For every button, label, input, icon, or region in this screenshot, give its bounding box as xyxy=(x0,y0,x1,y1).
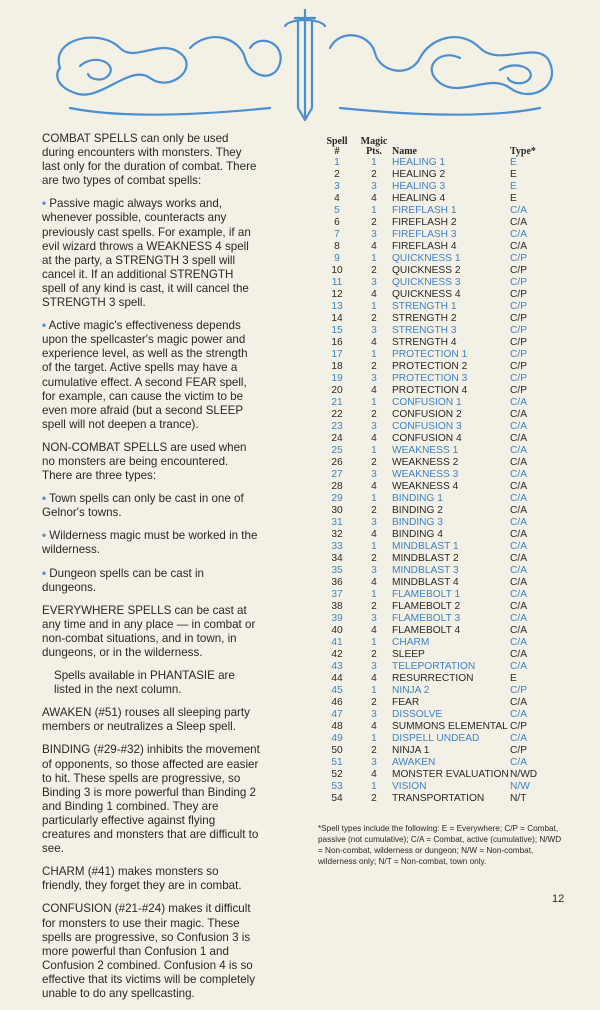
spell-type: C/P xyxy=(510,253,527,264)
spell-name: FIREFLASH 2 xyxy=(392,217,457,228)
spell-type: C/P xyxy=(510,373,527,384)
spell-number: 41 xyxy=(331,637,343,648)
spell-name: WEAKNESS 3 xyxy=(392,469,459,480)
table-row xyxy=(318,457,560,469)
spell-type: E xyxy=(510,673,517,684)
town-paragraph: • Town spells can only be cast in one of Gelnor's towns. xyxy=(42,492,244,520)
table-row xyxy=(318,589,560,601)
table-row xyxy=(318,361,560,373)
magic-points: 1 xyxy=(371,349,377,360)
spell-name: TRANSPORTATION xyxy=(392,793,485,804)
spell-type: C/A xyxy=(510,397,527,408)
table-row xyxy=(318,637,560,649)
table-row xyxy=(318,469,560,481)
spell-number: 47 xyxy=(331,709,343,720)
spell-type: C/A xyxy=(510,553,527,564)
page-number: 12 xyxy=(552,893,565,905)
spell-name: NINJA 1 xyxy=(392,745,430,756)
spell-type: C/A xyxy=(510,445,527,456)
spell-name: HEALING 4 xyxy=(392,193,446,204)
spell-number-header: Spell # xyxy=(326,136,348,157)
magic-points: 1 xyxy=(371,733,377,744)
spell-number: 12 xyxy=(331,289,343,300)
spell-name: SUMMONS ELEMENTAL xyxy=(392,721,508,732)
spell-number: 44 xyxy=(331,673,343,684)
spell-name: FLAMEBOLT 1 xyxy=(392,589,461,600)
spell-name: FIREFLASH 4 xyxy=(392,241,457,252)
spell-type: C/A xyxy=(510,541,527,552)
spell-type: C/P xyxy=(510,685,527,696)
magic-points: 4 xyxy=(371,241,377,252)
magic-points: 3 xyxy=(371,613,377,624)
magic-points: 3 xyxy=(371,565,377,576)
magic-points: 4 xyxy=(371,289,377,300)
spell-number: 48 xyxy=(331,721,343,732)
magic-points: 4 xyxy=(371,673,377,684)
table-row xyxy=(318,577,560,589)
bullet-icon: • xyxy=(42,492,47,506)
magic-points: 3 xyxy=(371,757,377,768)
magic-points-header: Magic Pts. xyxy=(360,136,388,157)
table-row xyxy=(318,445,560,457)
table-row xyxy=(318,613,560,625)
magic-points: 4 xyxy=(371,529,377,540)
wilderness-paragraph: • Wilderness magic must be worked in the wilderness. xyxy=(42,529,258,557)
table-row xyxy=(318,397,560,409)
footnote: *Spell types include the following: E = Everywhere; C/P = Combat, passive (not cumulative); C/A = Combat, active (cumulative); N/WD = Non-combat, wilderness or dungeon; N/W = Non-combat, wilderness only; N/T = Non-combat, town only. xyxy=(318,824,562,866)
magic-points: 2 xyxy=(371,217,377,228)
available-paragraph: Spells available in PHANTASIE are listed in the next column. xyxy=(54,669,235,697)
magic-points: 3 xyxy=(371,229,377,240)
spell-number: 30 xyxy=(331,505,343,516)
magic-points: 2 xyxy=(371,409,377,420)
spell-number: 43 xyxy=(331,661,343,672)
magic-points: 4 xyxy=(371,577,377,588)
spell-type: C/A xyxy=(510,409,527,420)
spell-type: C/A xyxy=(510,661,527,672)
magic-points: 2 xyxy=(371,793,377,804)
magic-points: 4 xyxy=(371,625,377,636)
spell-type: C/A xyxy=(510,601,527,612)
table-row xyxy=(318,193,560,205)
spell-type: C/P xyxy=(510,325,527,336)
magic-points: 1 xyxy=(371,205,377,216)
magic-points: 2 xyxy=(371,601,377,612)
table-row xyxy=(318,421,560,433)
spell-type: C/P xyxy=(510,277,527,288)
celtic-knot-sword-banner xyxy=(40,8,570,124)
spell-type: C/A xyxy=(510,709,527,720)
spell-name: STRENGTH 1 xyxy=(392,301,457,312)
spell-type: C/P xyxy=(510,313,527,324)
noncombat-paragraph: NON-COMBAT SPELLS are used when no monsters are being encountered. There are three types: xyxy=(42,440,247,483)
table-row xyxy=(318,517,560,529)
magic-points: 2 xyxy=(371,649,377,660)
spell-number: 42 xyxy=(331,649,343,660)
spell-name: VISION xyxy=(392,781,427,792)
spell-number: 3 xyxy=(334,181,340,192)
bullet-icon: • xyxy=(42,529,47,543)
spell-number: 31 xyxy=(331,517,343,528)
table-row xyxy=(318,481,560,493)
spell-name: FLAMEBOLT 2 xyxy=(392,601,461,612)
spell-type: C/A xyxy=(510,241,527,252)
magic-points: 3 xyxy=(371,325,377,336)
spell-type: C/P xyxy=(510,289,527,300)
magic-points: 2 xyxy=(371,313,377,324)
magic-points: 3 xyxy=(371,517,377,528)
spell-type: C/P xyxy=(510,721,527,732)
spell-number: 45 xyxy=(331,685,343,696)
spell-type: C/A xyxy=(510,529,527,540)
table-row xyxy=(318,409,560,421)
magic-points: 3 xyxy=(371,469,377,480)
spell-number: 40 xyxy=(331,625,343,636)
table-row xyxy=(318,157,560,169)
spell-name: CONFUSION 3 xyxy=(392,421,462,432)
awaken-paragraph: AWAKEN (#51) rouses all sleeping party members or neutralizes a Sleep spell. xyxy=(42,706,250,734)
magic-points: 2 xyxy=(371,553,377,564)
magic-points: 1 xyxy=(371,301,377,312)
spell-number: 51 xyxy=(331,757,343,768)
magic-points: 3 xyxy=(371,421,377,432)
spell-name: BINDING 2 xyxy=(392,505,443,516)
spell-number: 26 xyxy=(331,457,343,468)
spell-number: 8 xyxy=(334,241,340,252)
spell-type: N/W xyxy=(510,781,530,792)
spell-name: PROTECTION 2 xyxy=(392,361,468,372)
name-header: Name xyxy=(392,146,417,157)
table-row xyxy=(318,781,560,793)
spell-name: SLEEP xyxy=(392,649,425,660)
spell-name: WEAKNESS 4 xyxy=(392,481,459,492)
magic-points: 2 xyxy=(371,505,377,516)
spell-type: C/A xyxy=(510,205,527,216)
spell-table-header xyxy=(318,137,560,157)
spell-number: 34 xyxy=(331,553,343,564)
table-row xyxy=(318,241,560,253)
table-row xyxy=(318,373,560,385)
bullet-icon: • xyxy=(42,197,47,211)
spell-table-body xyxy=(318,157,560,805)
spell-number: 32 xyxy=(331,529,343,540)
spell-table xyxy=(318,137,560,805)
table-row xyxy=(318,697,560,709)
spell-type: C/A xyxy=(510,637,527,648)
magic-points: 1 xyxy=(371,781,377,792)
table-row xyxy=(318,745,560,757)
spell-type: E xyxy=(510,157,517,168)
spell-type: C/A xyxy=(510,577,527,588)
magic-points: 1 xyxy=(371,541,377,552)
binding-paragraph: BINDING (#29-#32) inhibits the movement of opponents, so those affected are easier to hit. These spells are progressive, so Binding 3 is more powerful than Binding 2 and Binding 1 combined. They are particularly effective against flying creatures and monsters that are difficult to see. xyxy=(42,743,260,856)
table-row xyxy=(318,793,560,805)
spell-name: CONFUSION 2 xyxy=(392,409,462,420)
spell-type: C/A xyxy=(510,217,527,228)
spell-number: 39 xyxy=(331,613,343,624)
spell-name: CHARM xyxy=(392,637,430,648)
spell-number: 18 xyxy=(331,361,343,372)
table-row xyxy=(318,721,560,733)
magic-points: 2 xyxy=(371,745,377,756)
spell-name: TELEPORTATION xyxy=(392,661,476,672)
spell-type: E xyxy=(510,181,517,192)
table-row xyxy=(318,265,560,277)
spell-type: C/A xyxy=(510,697,527,708)
spell-name: DISSOLVE xyxy=(392,709,443,720)
spell-type: C/A xyxy=(510,613,527,624)
magic-points: 2 xyxy=(371,457,377,468)
table-row xyxy=(318,565,560,577)
spell-number: 35 xyxy=(331,565,343,576)
spell-name: FLAMEBOLT 4 xyxy=(392,625,461,636)
spell-number: 29 xyxy=(331,493,343,504)
magic-points: 1 xyxy=(371,445,377,456)
spell-type: C/P xyxy=(510,301,527,312)
spell-number: 49 xyxy=(331,733,343,744)
spell-number: 37 xyxy=(331,589,343,600)
table-row xyxy=(318,685,560,697)
spell-number: 1 xyxy=(334,157,340,168)
spell-number: 38 xyxy=(331,601,343,612)
table-row xyxy=(318,493,560,505)
table-row xyxy=(318,169,560,181)
magic-points: 4 xyxy=(371,769,377,780)
magic-points: 1 xyxy=(371,397,377,408)
spell-number: 2 xyxy=(334,169,340,180)
active-paragraph: • Active magic's effectiveness depends upon the spellcaster's magic power and experience level, as well as the strength of the target. Active spells may have a cumulative effect. A second FEAR spell, for example, can cause the victim to be even more afraid (but a second SLEEP spell will not deepen a trance). xyxy=(42,319,248,431)
spell-number: 23 xyxy=(331,421,343,432)
magic-points: 3 xyxy=(371,709,377,720)
spell-number: 22 xyxy=(331,409,343,420)
spell-name: FLAMEBOLT 3 xyxy=(392,613,461,624)
magic-points: 1 xyxy=(371,253,377,264)
combat-spells-paragraph: COMBAT SPELLS can only be used during encounters with monsters. They last only for the duration of combat. There are two types of combat spells: xyxy=(42,132,257,188)
spell-name: WEAKNESS 2 xyxy=(392,457,459,468)
spell-number: 50 xyxy=(331,745,343,756)
table-row xyxy=(318,181,560,193)
spell-name: PROTECTION 3 xyxy=(392,373,468,384)
spell-number: 13 xyxy=(331,301,343,312)
spell-number: 20 xyxy=(331,385,343,396)
spell-number: 11 xyxy=(331,277,343,288)
table-row xyxy=(318,349,560,361)
magic-points: 4 xyxy=(371,721,377,732)
table-row xyxy=(318,769,560,781)
spell-number: 28 xyxy=(331,481,343,492)
magic-points: 2 xyxy=(371,361,377,372)
magic-points: 4 xyxy=(371,337,377,348)
magic-points: 1 xyxy=(371,685,377,696)
spell-name: MINDBLAST 3 xyxy=(392,565,459,576)
spell-number: 14 xyxy=(331,313,343,324)
spell-type: E xyxy=(510,169,517,180)
table-row xyxy=(318,313,560,325)
table-row xyxy=(318,217,560,229)
spell-type: C/A xyxy=(510,493,527,504)
table-row xyxy=(318,757,560,769)
magic-points: 4 xyxy=(371,385,377,396)
spell-name: BINDING 3 xyxy=(392,517,443,528)
spell-number: 5 xyxy=(334,205,340,216)
spell-type: C/P xyxy=(510,265,527,276)
table-row xyxy=(318,289,560,301)
spell-number: 4 xyxy=(334,193,340,204)
spell-type: C/P xyxy=(510,385,527,396)
spell-number: 16 xyxy=(331,337,343,348)
spell-number: 6 xyxy=(334,217,340,228)
spell-type: C/A xyxy=(510,565,527,576)
spell-name: AWAKEN xyxy=(392,757,436,768)
spell-name: HEALING 1 xyxy=(392,157,446,168)
spell-name: QUICKNESS 1 xyxy=(392,253,461,264)
spell-number: 19 xyxy=(331,373,343,384)
spell-type: C/A xyxy=(510,229,527,240)
spell-name: BINDING 1 xyxy=(392,493,443,504)
spell-name: BINDING 4 xyxy=(392,529,443,540)
spell-type: C/A xyxy=(510,421,527,432)
magic-points: 2 xyxy=(371,265,377,276)
spell-number: 54 xyxy=(331,793,343,804)
table-row xyxy=(318,661,560,673)
spell-number: 27 xyxy=(331,469,343,480)
magic-points: 3 xyxy=(371,181,377,192)
spell-type: C/A xyxy=(510,481,527,492)
spell-name: NINJA 2 xyxy=(392,685,430,696)
table-row xyxy=(318,205,560,217)
magic-points: 3 xyxy=(371,277,377,288)
spell-number: 46 xyxy=(331,697,343,708)
spell-number: 15 xyxy=(331,325,343,336)
spell-name: QUICKNESS 3 xyxy=(392,277,461,288)
spell-type: C/A xyxy=(510,469,527,480)
table-row xyxy=(318,553,560,565)
spell-type: C/P xyxy=(510,361,527,372)
spell-type: C/A xyxy=(510,649,527,660)
spell-number: 53 xyxy=(331,781,343,792)
spell-name: STRENGTH 3 xyxy=(392,325,457,336)
spell-name: MONSTER EVALUATION xyxy=(392,769,509,780)
spell-name: PROTECTION 4 xyxy=(392,385,468,396)
spell-name: STRENGTH 4 xyxy=(392,337,457,348)
table-row xyxy=(318,541,560,553)
table-row xyxy=(318,385,560,397)
spell-type: E xyxy=(510,193,517,204)
magic-points: 3 xyxy=(371,661,377,672)
spell-type: C/A xyxy=(510,625,527,636)
spell-name: STRENGTH 2 xyxy=(392,313,457,324)
spell-name: FIREFLASH 1 xyxy=(392,205,457,216)
spell-name: FEAR xyxy=(392,697,420,708)
spell-number: 17 xyxy=(331,349,343,360)
table-row xyxy=(318,337,560,349)
confusion-paragraph: CONFUSION (#21-#24) makes it difficult for monsters to use their magic. These spells are progressive, so Confusion 3 is more powerful than Confusion 1 and Confusion 2 combined. Confusion 4 is so effective that its victims will be completely unable to do any spellcasting. xyxy=(42,902,256,1000)
passive-paragraph: • Passive magic always works and, whenever possible, counteracts any previously cast spells. For example, if an evil wizard throws a WEAKNESS 4 spell at the party, a STRENGTH 3 spell will cancel it. If an additional STRENGTH spell of any kind is cast, it will cancel the STRENGTH 3 spell. xyxy=(42,197,251,310)
spell-type: C/P xyxy=(510,745,527,756)
dungeon-paragraph: • Dungeon spells can be cast in dungeons. xyxy=(42,566,204,594)
magic-points: 2 xyxy=(371,697,377,708)
spell-number: 25 xyxy=(331,445,343,456)
table-row xyxy=(318,733,560,745)
spell-number: 7 xyxy=(334,229,340,240)
spell-name: QUICKNESS 4 xyxy=(392,289,461,300)
table-row xyxy=(318,229,560,241)
spell-number: 36 xyxy=(331,577,343,588)
spell-number: 9 xyxy=(334,253,340,264)
table-row xyxy=(318,709,560,721)
table-row xyxy=(318,277,560,289)
spell-number: 21 xyxy=(331,397,343,408)
table-row xyxy=(318,505,560,517)
spell-name: QUICKNESS 2 xyxy=(392,265,461,276)
magic-points: 1 xyxy=(371,493,377,504)
spell-name: RESURRECTION xyxy=(392,673,474,684)
spell-number: 33 xyxy=(331,541,343,552)
spell-number: 10 xyxy=(331,265,343,276)
bullet-icon: • xyxy=(42,319,47,333)
spell-type: C/P xyxy=(510,337,527,348)
spell-name: PROTECTION 1 xyxy=(392,349,468,360)
everywhere-paragraph: EVERYWHERE SPELLS can be cast at any time and in any place — in combat or non-combat situations, and in town, in dungeons, or in the wilderness. xyxy=(42,603,256,659)
magic-points: 4 xyxy=(371,433,377,444)
spell-name: HEALING 2 xyxy=(392,169,446,180)
spell-name: MINDBLAST 2 xyxy=(392,553,459,564)
bullet-icon: • xyxy=(42,566,47,580)
spell-name: DISPELL UNDEAD xyxy=(392,733,480,744)
spell-type: C/A xyxy=(510,433,527,444)
spell-type: N/WD xyxy=(510,769,538,780)
magic-points: 4 xyxy=(371,193,377,204)
magic-points: 1 xyxy=(371,157,377,168)
magic-points: 4 xyxy=(371,481,377,492)
spell-name: CONFUSION 4 xyxy=(392,433,462,444)
spell-name: MINDBLAST 4 xyxy=(392,577,459,588)
table-row xyxy=(318,529,560,541)
magic-points: 2 xyxy=(371,169,377,180)
spell-type: C/A xyxy=(510,517,527,528)
type-header: Type* xyxy=(510,146,536,157)
spell-type: C/P xyxy=(510,349,527,360)
left-column xyxy=(42,132,260,1010)
magic-points: 3 xyxy=(371,373,377,384)
spell-name: HEALING 3 xyxy=(392,181,446,192)
spell-type: C/A xyxy=(510,757,527,768)
charm-paragraph: CHARM (#41) makes monsters so friendly, they forget they are in combat. xyxy=(42,865,242,893)
spell-type: C/A xyxy=(510,457,527,468)
spell-number: 52 xyxy=(331,769,343,780)
magic-points: 1 xyxy=(371,589,377,600)
spell-type: C/A xyxy=(510,505,527,516)
spell-name: MINDBLAST 1 xyxy=(392,541,459,552)
table-row xyxy=(318,433,560,445)
spell-name: FIREFLASH 3 xyxy=(392,229,457,240)
table-row xyxy=(318,625,560,637)
table-row xyxy=(318,673,560,685)
table-row xyxy=(318,325,560,337)
spell-number: 24 xyxy=(331,433,343,444)
table-row xyxy=(318,649,560,661)
spell-name: WEAKNESS 1 xyxy=(392,445,459,456)
table-row xyxy=(318,253,560,265)
spell-type: C/A xyxy=(510,589,527,600)
table-row xyxy=(318,601,560,613)
spell-type: N/T xyxy=(510,793,527,804)
spell-type: C/A xyxy=(510,733,527,744)
spell-name: CONFUSION 1 xyxy=(392,397,462,408)
table-row xyxy=(318,301,560,313)
magic-points: 1 xyxy=(371,637,377,648)
